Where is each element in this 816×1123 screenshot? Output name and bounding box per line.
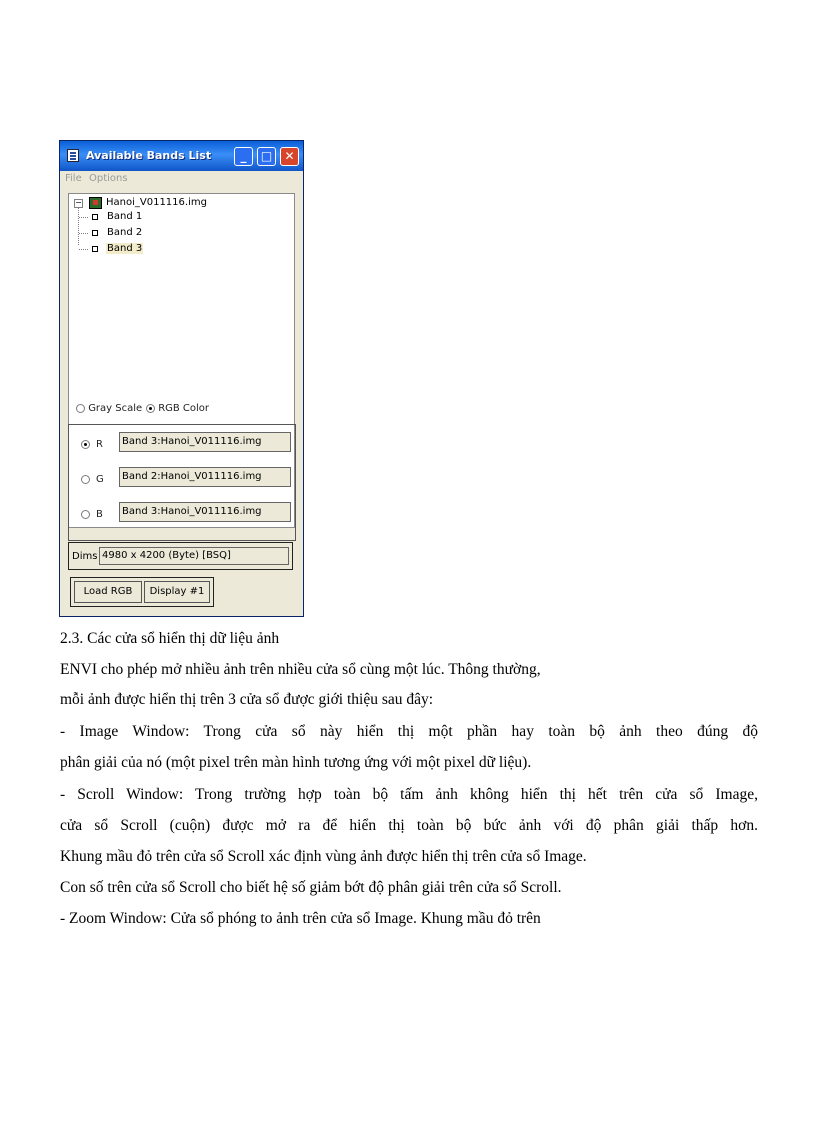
title-bar[interactable] [60,141,303,171]
channel-b-field[interactable]: Band 3:Hanoi_V011116.img [119,502,291,522]
menu-options[interactable]: Options [89,173,128,184]
rgb-channel-panel [68,424,296,541]
band-label: Band 1 [107,211,143,222]
paragraph-line: - Image Window: Trong cửa sổ này hiển thị một phần hay toàn bộ ảnh theo đúng độ [60,723,758,740]
radio-icon [76,404,85,413]
gray-scale-option[interactable] [76,403,142,414]
channel-b-label: B [96,509,103,520]
section-heading: 2.3. Các cửa sổ hiển thị dữ liệu ảnh [60,630,280,647]
paragraph-line: mỗi ảnh được hiển thị trên 3 cửa sổ được giới thiệu sau đây: [60,691,434,708]
channel-r-row [69,432,295,456]
channel-r-label: R [96,439,103,450]
collapse-icon[interactable]: − [75,198,82,207]
band-icon [92,230,98,236]
paragraph-line: cửa sổ Scroll (cuộn) được mở ra để hiển thị toàn bộ bức ảnh với độ phân giải thấp hơn. [60,817,758,834]
band-icon [92,246,98,252]
dims-panel [68,542,293,570]
channel-g-field[interactable]: Band 2:Hanoi_V011116.img [119,467,291,487]
band-item-2[interactable] [79,226,279,240]
band-item-1[interactable] [79,210,279,224]
image-file-icon [89,197,102,209]
display-button[interactable]: Display #1 [144,581,210,603]
paragraph-line: - Zoom Window: Cửa sổ phóng to ảnh trên cửa sổ Image. Khung mầu đỏ trên [60,910,541,927]
load-rgb-button[interactable]: Load RGB [74,581,142,603]
channel-r-field[interactable]: Band 3:Hanoi_V011116.img [119,432,291,452]
window-title: Available Bands List [86,149,212,162]
channel-g-label: G [96,474,104,485]
available-bands-list-window [59,140,304,617]
dims-value: 4980 x 4200 (Byte) [BSQ] [99,547,289,565]
channel-g-radio[interactable] [81,475,90,484]
paragraph-line: phân giải của nó (một pixel trên màn hình tương ứng với một pixel dữ liệu). [60,754,532,771]
paragraph-line: Con số trên cửa sổ Scroll cho biết hệ số giảm bớt độ phân giải trên cửa sổ Scroll. [60,879,562,896]
gray-scale-label: Gray Scale [88,403,143,414]
channel-r-radio[interactable] [81,440,90,449]
dims-label: Dims [72,551,98,562]
band-label: Band 3 [107,243,143,254]
rgb-color-option[interactable] [146,403,209,414]
band-icon [92,214,98,220]
rgb-color-label: RGB Color [158,403,210,414]
band-label: Band 2 [107,227,143,238]
file-name[interactable]: Hanoi_V011116.img [106,197,207,208]
paragraph-line: ENVI cho phép mở nhiều ảnh trên nhiều cửa sổ cùng một lúc. Thông thường, [60,661,541,678]
radio-selected-icon [146,404,155,413]
close-button[interactable]: ✕ [280,147,299,166]
channel-b-radio[interactable] [81,510,90,519]
paragraph-line: Khung mầu đỏ trên cửa sổ Scroll xác định vùng ảnh được hiển thị trên cửa sổ Image. [60,848,587,865]
menu-bar [60,171,303,187]
band-item-3[interactable] [79,242,279,256]
paragraph-line: - Scroll Window: Trong trường hợp toàn bộ tấm ảnh không hiển thị hết trên cửa sổ Image, [60,786,758,803]
menu-file[interactable]: File [65,173,82,184]
channel-g-row [69,467,295,491]
action-buttons [70,577,214,607]
channel-b-row [69,502,295,526]
app-icon [67,149,79,162]
minimize-button[interactable]: _ [234,147,253,166]
maximize-button[interactable]: □ [257,147,276,166]
